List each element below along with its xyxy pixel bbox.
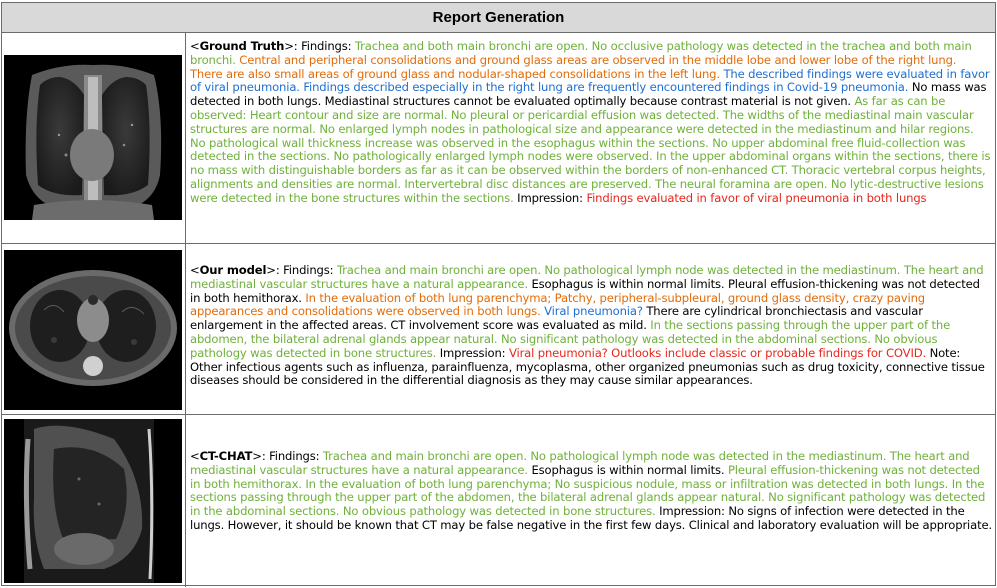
report-segment: Note: Other infectious agents such as influenza, parainfluenza, mycoplasma, other organized pneumonias such as drug toxicity, connective tissue diseases should be considered in the differential diagnosis as they may cause similar appearances.: [190, 345, 985, 388]
image-cell: [2, 415, 186, 587]
report-segment: >: Findings:: [252, 449, 323, 463]
report-segment: Viral pneumonia?: [544, 304, 647, 319]
report-segment: No mass was detected in both lungs. Mediastinal structures cannot be evaluated optimally because contrast material is not given.: [190, 80, 987, 109]
report-text-our-model: [186, 244, 995, 414]
report-segment: Central and peripheral consolidations and ground glass areas are observed in the middle lobe and lower lobe of the right lung. There are also small areas of ground glass and nodular-shaped consolidations in the left lung.: [190, 52, 957, 81]
report-segment: Findings evaluated in favor of viral pneumonia in both lungs: [586, 190, 927, 205]
report-segment: Pleural effusion-thickening was not detected in both hemithorax. In the evaluation of both lung parenchyma; No suspicious nodule, mass or infiltration was detected in both lungs. In the sections passing through the upper part of the abdomen, the bilateral adrenal glands appear natural. No significant pathology was detected in the abdominal sections. No obvious pathology was detected in bone structures.: [190, 462, 986, 519]
table-row-ct-chat: [2, 415, 995, 587]
image-cell: [2, 244, 186, 414]
report-segment: There are cylindrical bronchiectasis and vascular enlargement in the affected areas. CT involvement score was evaluated as mild.: [190, 304, 923, 333]
report-segment: >: Findings:: [266, 263, 337, 277]
report-generation-table: [1, 2, 996, 586]
model-name-label: CT-CHAT: [199, 449, 253, 463]
report-segment: Trachea and main bronchi are open. No pathological lymph node was detected in the mediastinum. The heart and mediastinal vascular structures have a natural appearance.: [190, 449, 970, 477]
report-segment: <: [190, 449, 200, 463]
report-segment: As far as can be observed: Heart contour and size are normal. No pleural or pericardial effusion was detected. The widths of the mediastinal main vascular structures are normal. No enlarged lymph nodes in pathological size and appearance were detected in the mediastinum and hilar regions. No pathological wall thickness increase was observed in the esophagus within the sections. No upper abdominal free fluid-collection was detected in the sections. No pathologically enlarged lymph nodes were observed. In the upper abdominal organs within the sections, there is no mass with distinguishable borders as far as it can be observed within the borders of non-enhanced CT. Thoracic vertebral corpus heights, alignments and densities are normal. Intervertebral disc distances are preserved. The neural foramina are open. No lytic-destructive lesions were detected in the bone structures within the sections.: [190, 94, 991, 205]
report-paragraph: [190, 264, 992, 388]
report-segment: Trachea and main bronchi are open. No pathological lymph node was detected in the mediastinum. The heart and mediastinal vascular structures have a natural appearance.: [190, 263, 984, 291]
report-segment: The described findings were evaluated in favor of viral pneumonia. Findings described especially in the right lung are frequently encountered findings in Covid-19 pneumonia.: [190, 66, 990, 95]
report-text-ct-chat: [186, 415, 995, 587]
report-segment: Esophagus is within normal limits.: [531, 462, 728, 477]
report-segment: Viral pneumonia? Outlooks include classic or probable findings for COVID.: [508, 345, 930, 360]
report-segment: <: [190, 39, 200, 53]
report-segment: Impression:: [517, 190, 587, 205]
report-text-ground-truth: [186, 33, 995, 243]
report-segment: Impression:: [439, 345, 509, 360]
sagittal-ct-scan-image: [4, 419, 182, 583]
table-header: Report Generation: [2, 3, 995, 33]
report-paragraph: [190, 40, 992, 206]
report-paragraph: [190, 450, 992, 533]
report-segment: <: [190, 263, 200, 277]
table-row-our-model: [2, 244, 995, 415]
report-segment: Esophagus is within normal limits. Pleural effusion-thickening was not detected in both hemithorax.: [190, 276, 980, 305]
model-name-label: Our model: [199, 263, 267, 277]
table-row-ground-truth: [2, 33, 995, 244]
coronal-ct-scan-image: [4, 55, 182, 220]
image-cell: [2, 33, 186, 243]
report-segment: Impression: No signs of infection were detected in the lungs. However, it should be known that CT may be false negative in the first few days. Clinical and laboratory evaluation will be appropriate.: [190, 504, 992, 532]
axial-ct-scan-image: [4, 250, 182, 410]
report-segment: In the sections passing through the upper part of the abdomen, the bilateral adrenal glands appear natural. No significant pathology was detected in the abdominal sections. No obvious pathology was detected in bone structures.: [190, 318, 951, 360]
report-segment: >: Findings:: [284, 39, 355, 53]
report-segment: Trachea and both main bronchi are open. No occlusive pathology was detected in the trachea and both main bronchi.: [190, 39, 972, 67]
model-name-label: Ground Truth: [199, 39, 285, 53]
report-segment: In the evaluation of both lung parenchyma; Patchy, peripheral-subpleural, ground glass density, crazy paving appearances and consolidations were observed in both lungs.: [190, 290, 925, 319]
